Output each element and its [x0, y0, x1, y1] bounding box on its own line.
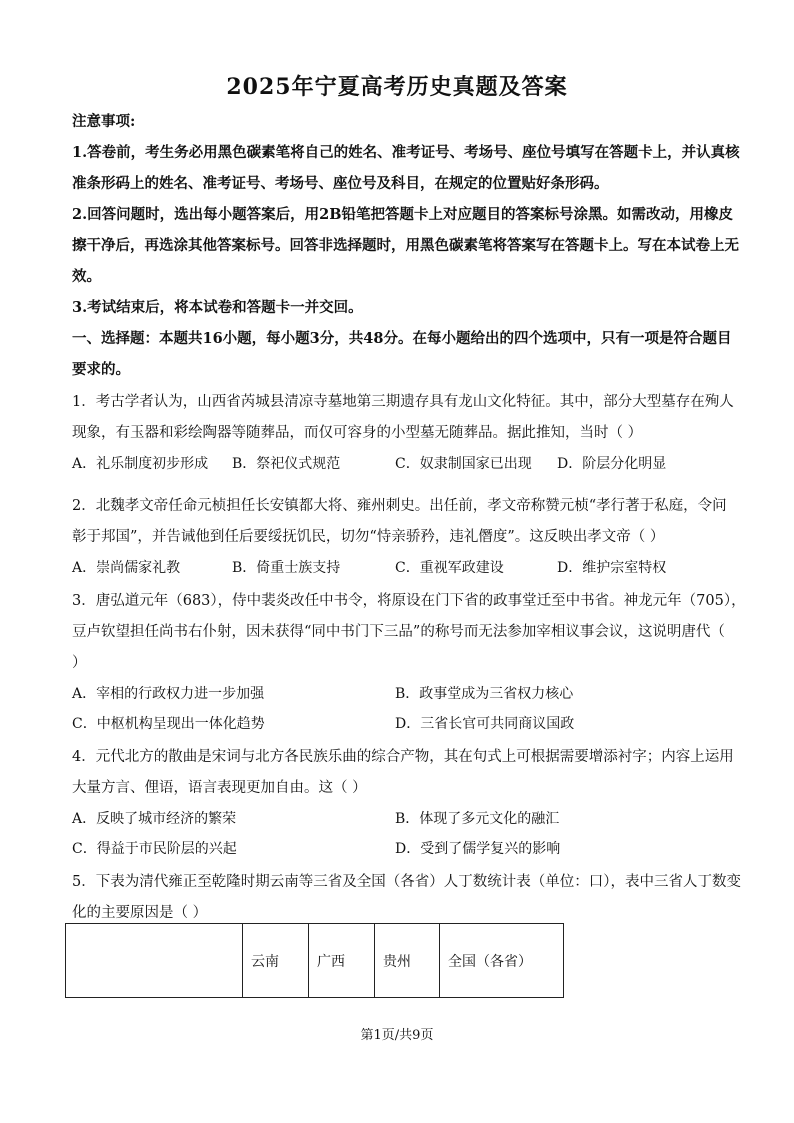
question-2-text: 2．北魏孝文帝任命元桢担任长安镇都大将、雍州刺史。出任前，孝文帝称赞元桢“孝行著于私庭，令问 [72, 498, 727, 514]
question-3-text: ） [72, 655, 87, 671]
section-heading: 要求的。 [72, 361, 130, 378]
table-header-cell: 贵州 [375, 924, 440, 998]
q2-option-c: C．重视军政建设 [395, 560, 504, 576]
q3-option-a: A．宰相的行政权力进一步加强 [72, 686, 265, 702]
table-header-cell [66, 924, 243, 998]
q4-option-b: B．体现了多元文化的融汇 [395, 811, 560, 827]
table-header-cell: 全国（各省） [440, 924, 564, 998]
page-footer: 第1页/共9页 [360, 1028, 434, 1043]
question-5-text: 5．下表为清代雍正至乾隆时期云南等三省及全国（各省）人丁数统计表（单位：口），表中三省人丁数变 [72, 874, 741, 890]
q1-option-b: B．祭祀仪式规范 [232, 456, 341, 472]
notice-line: 2.回答问题时，选出每小题答案后，用2B铅笔把答题卡上对应题目的答案标号涂黑。如需改动，用橡皮 [72, 206, 733, 223]
question-4-text: 大量方言、俚语，语言表现更加自由。这（ ） [72, 780, 367, 796]
q3-option-d: D．三省长官可共同商议国政 [395, 716, 575, 732]
question-3-text: 豆卢钦望担任尚书右仆射，因未获得“同中书门下三品”的称号而无法参加宰相议事会议，这说明唐代（ [72, 624, 725, 640]
q4-option-c: C．得益于市民阶层的兴起 [72, 841, 237, 857]
q2-option-b: B．倚重士族支持 [232, 560, 341, 576]
notice-line: 1.答卷前，考生务必用黑色碳素笔将自己的姓名、准考证号、考场号、座位号填写在答题卡上，并认真核 [72, 144, 740, 161]
section-heading: 一、选择题：本题共16小题，每小题3分，共48分。在每小题给出的四个选项中，只有一项是符合题目 [72, 330, 732, 347]
notice-line: 3.考试结束后，将本试卷和答题卡一并交回。 [72, 299, 363, 316]
notice-heading: 注意事项: [72, 113, 136, 130]
table-row [66, 924, 564, 998]
question-2-text: 彰于邦国”，并告诫他到任后要绥抚饥民，切勿“恃亲骄矜，违礼僭度”。这反映出孝文帝（ ） [72, 529, 665, 545]
page-title: 2025年宁夏高考历史真题及答案 [226, 74, 568, 100]
question-3-text: 3．唐弘道元年（683），侍中裴炎改任中书令，将原设在门下省的政事堂迁至中书省。神龙元年（705）， [72, 593, 746, 609]
table-header-cell: 广西 [309, 924, 375, 998]
q1-option-d: D．阶层分化明显 [557, 456, 667, 472]
q4-option-d: D．受到了儒学复兴的影响 [395, 841, 561, 857]
notice-line: 准条形码上的姓名、准考证号、考场号、座位号及科目，在规定的位置贴好条形码。 [72, 175, 609, 192]
question-4-text: 4．元代北方的散曲是宋词与北方各民族乐曲的综合产物，其在句式上可根据需要增添衬字；内容上运用 [72, 749, 734, 765]
q2-option-d: D．维护宗室特权 [557, 560, 667, 576]
question-5-text: 化的主要原因是（ ） [72, 905, 208, 921]
notice-line: 擦干净后，再选涂其他答案标号。回答非选择题时，用黑色碳素笔将答案写在答题卡上。写在本试卷上无 [72, 237, 739, 254]
q3-option-b: B．政事堂成为三省权力核心 [395, 686, 574, 702]
table-header-cell: 云南 [243, 924, 309, 998]
question-1-text: 1．考古学者认为，山西省芮城县清凉寺墓地第三期遗存具有龙山文化特征。其中，部分大型墓存在殉人 [72, 394, 734, 410]
notice-line: 效。 [72, 268, 101, 285]
q3-option-c: C．中枢机构呈现出一体化趋势 [72, 716, 265, 732]
q4-option-a: A．反映了城市经济的繁荣 [72, 811, 237, 827]
q2-option-a: A．崇尚儒家礼教 [72, 560, 181, 576]
q1-option-a: A．礼乐制度初步形成 [72, 456, 209, 472]
q1-option-c: C．奴隶制国家已出现 [395, 456, 532, 472]
population-table [65, 923, 564, 998]
question-1-text: 现象，有玉器和彩绘陶器等随葬品，而仅可容身的小型墓无随葬品。据此推知，当时（ ） [72, 425, 643, 441]
